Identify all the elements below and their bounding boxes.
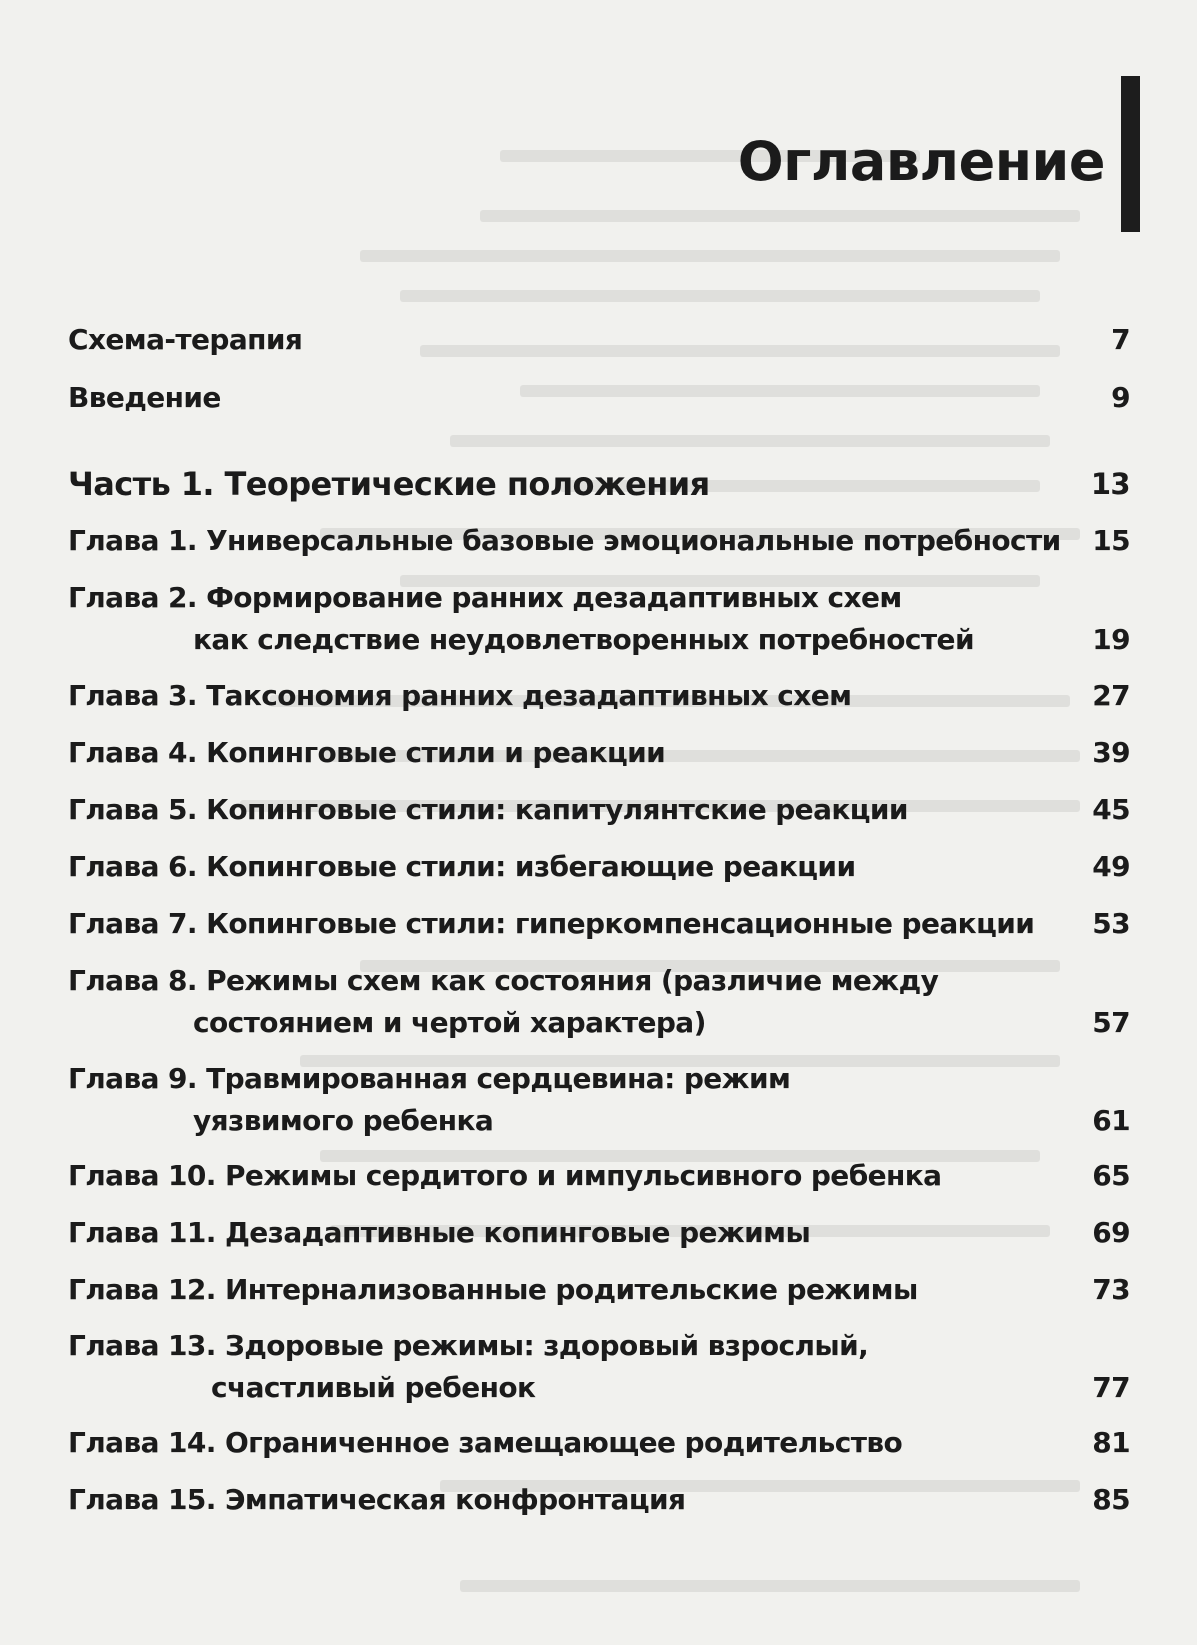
toc-entry-page: 9 <box>1111 381 1130 414</box>
toc-entry-title: Глава 12. Интернализованные родительские режимы <box>68 1273 918 1306</box>
toc-entry-title: Введение <box>68 381 221 414</box>
toc-entry-title: Глава 9. Травмированная сердцевина: режим <box>68 1062 791 1095</box>
toc-entry-title: Глава 2. Формирование ранних дезадаптивных схем <box>68 581 902 614</box>
toc-entry-page: 77 <box>1092 1371 1130 1404</box>
toc-entry-title: Глава 4. Копинговые стили и реакции <box>68 736 666 769</box>
toc-entry <box>68 578 1130 660</box>
toc-entry <box>68 790 1130 830</box>
toc-entry <box>68 1423 1130 1463</box>
toc-entry-page: 73 <box>1092 1273 1130 1306</box>
toc-entry-title: Глава 8. Режимы схем как состояния (различие между <box>68 964 939 997</box>
toc-entry-page: 45 <box>1092 793 1130 826</box>
toc-entry <box>68 847 1130 887</box>
toc-part-entry <box>68 464 1130 504</box>
toc-entry-title: Глава 11. Дезадаптивные копинговые режимы <box>68 1216 811 1249</box>
toc-entry-page: 27 <box>1092 679 1130 712</box>
toc-entry-title: Глава 6. Копинговые стили: избегающие реакции <box>68 850 856 883</box>
toc-entry-page: 15 <box>1092 524 1130 557</box>
toc-entry-page: 19 <box>1092 623 1130 656</box>
page-title: Оглавление <box>737 130 1105 193</box>
toc-entry-title: Глава 7. Копинговые стили: гиперкомпенсационные реакции <box>68 907 1035 940</box>
toc-entry <box>68 320 1130 360</box>
toc-entry-title: Глава 10. Режимы сердитого и импульсивного ребенка <box>68 1159 942 1192</box>
toc-entry <box>68 676 1130 716</box>
toc-entry-title-continued: счастливый ребенок <box>211 1371 536 1404</box>
toc-entry-title-continued: уязвимого ребенка <box>193 1104 494 1137</box>
toc-entry-title-continued: состоянием и чертой характера) <box>193 1006 706 1039</box>
toc-entry-title: Глава 13. Здоровые режимы: здоровый взрослый, <box>68 1329 869 1362</box>
toc-entry <box>68 1213 1130 1253</box>
toc-entry-title: Глава 14. Ограниченное замещающее родительство <box>68 1426 903 1459</box>
toc-entry-title: Глава 1. Универсальные базовые эмоциональные потребности <box>68 524 1061 557</box>
toc-entry-title: Схема-терапия <box>68 323 303 356</box>
toc-entry <box>68 1270 1130 1310</box>
toc-entry <box>68 378 1130 418</box>
toc-entry-page: 49 <box>1092 850 1130 883</box>
toc-entry-title: Глава 15. Эмпатическая конфронтация <box>68 1483 686 1516</box>
toc-entry <box>68 961 1130 1043</box>
toc-entry-page: 81 <box>1092 1426 1130 1459</box>
toc-entry-title: Глава 3. Таксономия ранних дезадаптивных схем <box>68 679 852 712</box>
title-accent-bar <box>1121 76 1140 232</box>
toc-entry-page: 39 <box>1092 736 1130 769</box>
toc-entry-page: 7 <box>1111 323 1130 356</box>
toc-entry-page: 85 <box>1092 1483 1130 1516</box>
toc-entry-page: 61 <box>1092 1104 1130 1137</box>
toc-entry <box>68 521 1130 561</box>
toc-entry-page: 57 <box>1092 1006 1130 1039</box>
toc-entry-page: 65 <box>1092 1159 1130 1192</box>
toc-entry <box>68 733 1130 773</box>
toc-entry <box>68 1480 1130 1520</box>
toc-entry-title: Часть 1. Теоретические положения <box>68 465 710 503</box>
toc-entry-page: 53 <box>1092 907 1130 940</box>
toc-entry <box>68 1059 1130 1141</box>
toc-entry <box>68 1326 1130 1408</box>
toc-entry <box>68 1156 1130 1196</box>
toc-entry-page: 13 <box>1090 467 1130 501</box>
toc-entry-page: 69 <box>1092 1216 1130 1249</box>
toc-entry-title-continued: как следствие неудовлетворенных потребностей <box>193 623 974 656</box>
toc-entry <box>68 904 1130 944</box>
toc-entry-title: Глава 5. Копинговые стили: капитулянтские реакции <box>68 793 908 826</box>
